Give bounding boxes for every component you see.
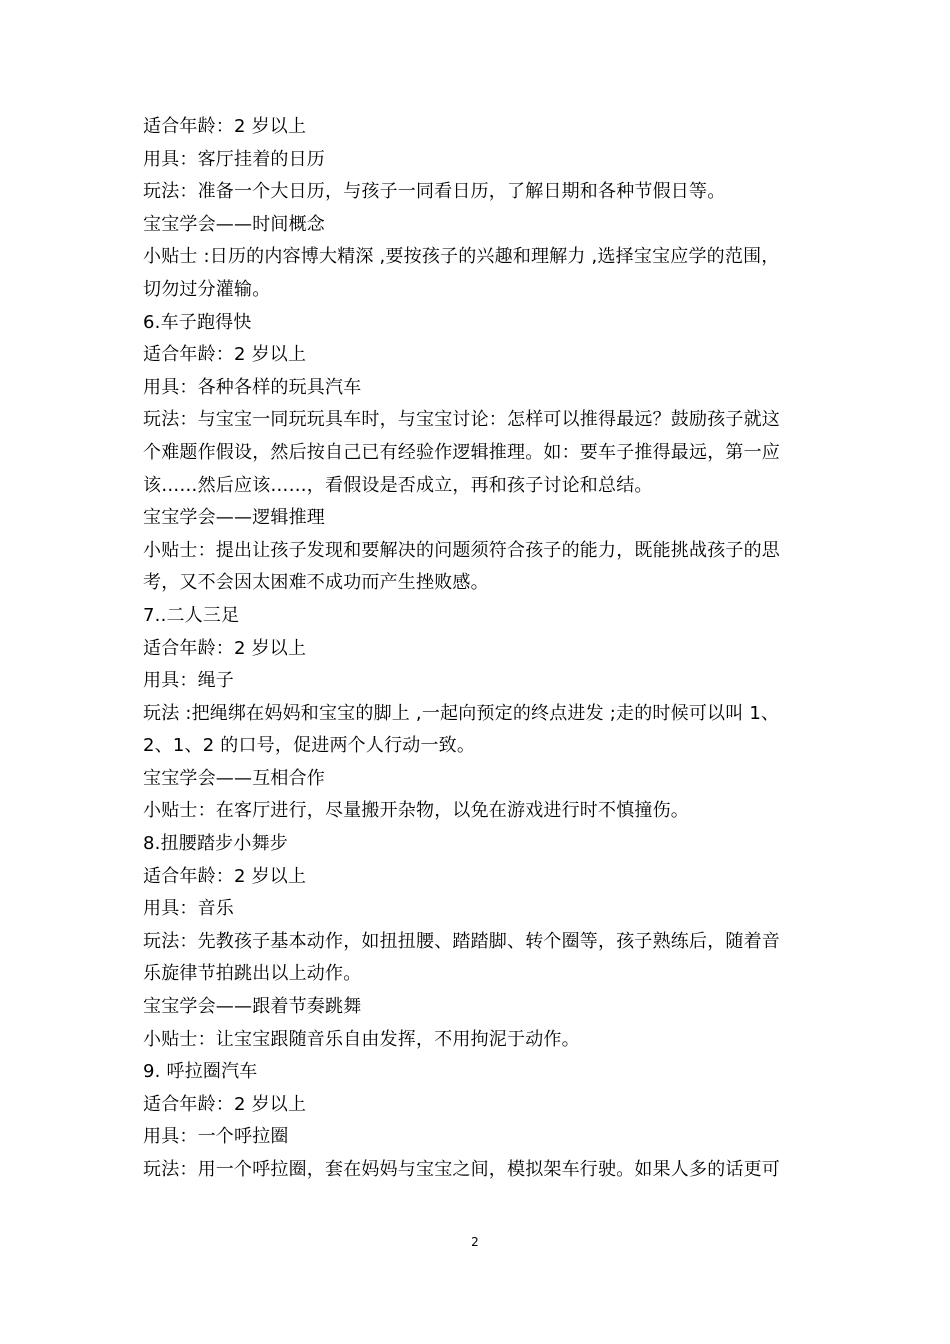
text-line: 小贴士 :日历的内容博大精深 ,要按孩子的兴趣和理解力 ,选择宝宝应学的范围， bbox=[143, 246, 780, 268]
section-heading: 9. 呼拉圈汽车 bbox=[143, 1061, 258, 1083]
text-line: 玩法：先教孩子基本动作，如扭扭腰、踏踏脚、转个圈等，孩子熟练后，随着音 bbox=[143, 930, 780, 952]
text-line: 用具：各种各样的玩具汽车 bbox=[143, 376, 362, 398]
text-line: 个难题作假设，然后按自己已有经验作逻辑推理。如：要车子推得最远，第一应 bbox=[143, 441, 780, 463]
section-heading: 8.扭腰踏步小舞步 bbox=[143, 833, 288, 855]
text-line: 适合年龄：2 岁以上 bbox=[143, 637, 307, 659]
text-line: 玩法 :把绳绑在妈妈和宝宝的脚上 ,一起向预定的终点进发 ;走的时候可以叫 1、 bbox=[143, 702, 780, 724]
text-line: 宝宝学会——跟着节奏跳舞 bbox=[143, 996, 362, 1018]
text-line: 适合年龄：2 岁以上 bbox=[143, 865, 307, 887]
text-line: 切勿过分灌输。 bbox=[143, 278, 271, 300]
text-line: 考，又不会因太困难不成功而产生挫败感。 bbox=[143, 572, 489, 594]
page-number: 2 bbox=[471, 1235, 479, 1249]
text-line: 玩法：准备一个大日历，与孩子一同看日历，了解日期和各种节假日等。 bbox=[143, 181, 726, 203]
text-line: 用具：音乐 bbox=[143, 898, 234, 920]
text-line: 该……然后应该……，看假设是否成立，再和孩子讨论和总结。 bbox=[143, 474, 653, 496]
document-body bbox=[143, 111, 811, 1187]
text-line: 适合年龄：2 岁以上 bbox=[143, 116, 307, 137]
text-line: 玩法：与宝宝一同玩玩具车时，与宝宝讨论：怎样可以推得最远？鼓励孩子就这 bbox=[143, 409, 780, 431]
text-line: 适合年龄：2 岁以上 bbox=[143, 344, 307, 366]
section-heading: 7..二人三足 bbox=[143, 604, 240, 626]
text-line: 小贴士：让宝宝跟随音乐自由发挥，不用拘泥于动作。 bbox=[143, 1028, 580, 1050]
text-line: 宝宝学会——时间概念 bbox=[143, 213, 325, 235]
text-line: 适合年龄：2 岁以上 bbox=[143, 1093, 307, 1115]
text-line: 用具：一个呼拉圈 bbox=[143, 1126, 289, 1148]
text-line: 乐旋律节拍跳出以上动作。 bbox=[143, 963, 362, 985]
text-line: 用具：客厅挂着的日历 bbox=[143, 148, 325, 170]
text-line: 小贴士：提出让孩子发现和要解决的问题须符合孩子的能力，既能挑战孩子的思 bbox=[143, 539, 780, 561]
text-line: 玩法：用一个呼拉圈，套在妈妈与宝宝之间，模拟架车行驶。如果人多的话更可 bbox=[143, 1159, 780, 1180]
text-line: 2、1、2 的口号，促进两个人行动一致。 bbox=[143, 735, 476, 757]
text-line: 宝宝学会——逻辑推理 bbox=[143, 507, 325, 529]
section-heading: 6.车子跑得快 bbox=[143, 311, 252, 333]
text-line: 小贴士：在客厅进行，尽量搬开杂物，以免在游戏进行时不慎撞伤。 bbox=[143, 800, 689, 822]
text-line: 用具：绳子 bbox=[143, 670, 234, 692]
text-line: 宝宝学会——互相合作 bbox=[143, 767, 325, 789]
